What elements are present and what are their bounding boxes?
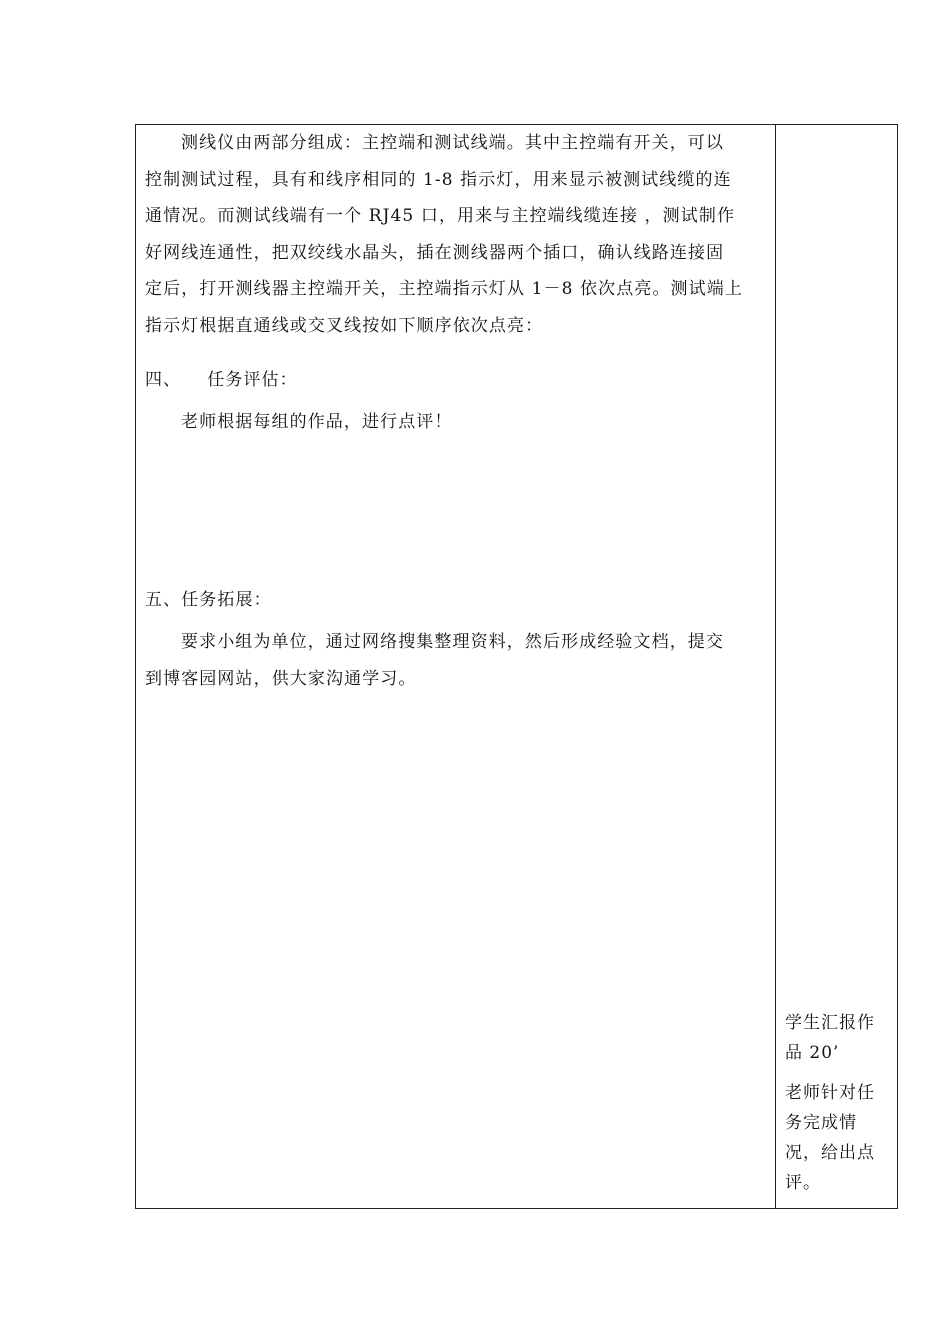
lesson-plan-table — [135, 124, 898, 1209]
text-line: 定后，打开测线器主控端开关，主控端指示灯从 1－8 依次点亮。测试端上 — [145, 279, 743, 300]
text-line: 品 20’ — [785, 1043, 840, 1063]
text-line: 通情况。而测试线端有一个 RJ45 口，用来与主控端线缆连接 ，测试制作 — [145, 206, 736, 227]
text-line: 老师根据每组的作品，进行点评！ — [181, 412, 453, 432]
section-4-heading: 四、 任务评估： — [145, 370, 298, 390]
section-5-heading: 五、任务拓展： — [145, 590, 272, 610]
text-line: 到博客园网站，供大家沟通学习。 — [145, 668, 417, 689]
text-line: 要求小组为单位，通过网络搜集整理资料，然后形成经验文档，提交 — [181, 632, 724, 652]
intro-paragraph — [145, 125, 743, 345]
text-line: 况，给出点 — [785, 1143, 875, 1163]
text-line: 指示灯根据直通线或交叉线按如下顺序依次点亮： — [145, 315, 544, 336]
text-line: 评。 — [785, 1173, 821, 1193]
section-5-body — [145, 624, 724, 697]
text-line: 老师针对任 — [785, 1083, 875, 1103]
text-line: 务完成情 — [785, 1113, 857, 1133]
text-line: 学生汇报作 — [785, 1013, 875, 1033]
text-line: 控制测试过程，具有和线序相同的 1-8 指示灯，用来显示被测试线缆的连 — [145, 169, 732, 190]
side-note-student-report — [785, 1008, 875, 1068]
side-note-teacher-review — [785, 1078, 875, 1198]
section-4-body — [145, 404, 453, 441]
column-divider — [775, 125, 776, 1208]
text-line: 好网线连通性，把双绞线水晶头，插在测线器两个插口，确认线路连接固 — [145, 242, 725, 263]
text-line: 测线仪由两部分组成：主控端和测试线端。其中主控端有开关，可以 — [181, 133, 724, 153]
